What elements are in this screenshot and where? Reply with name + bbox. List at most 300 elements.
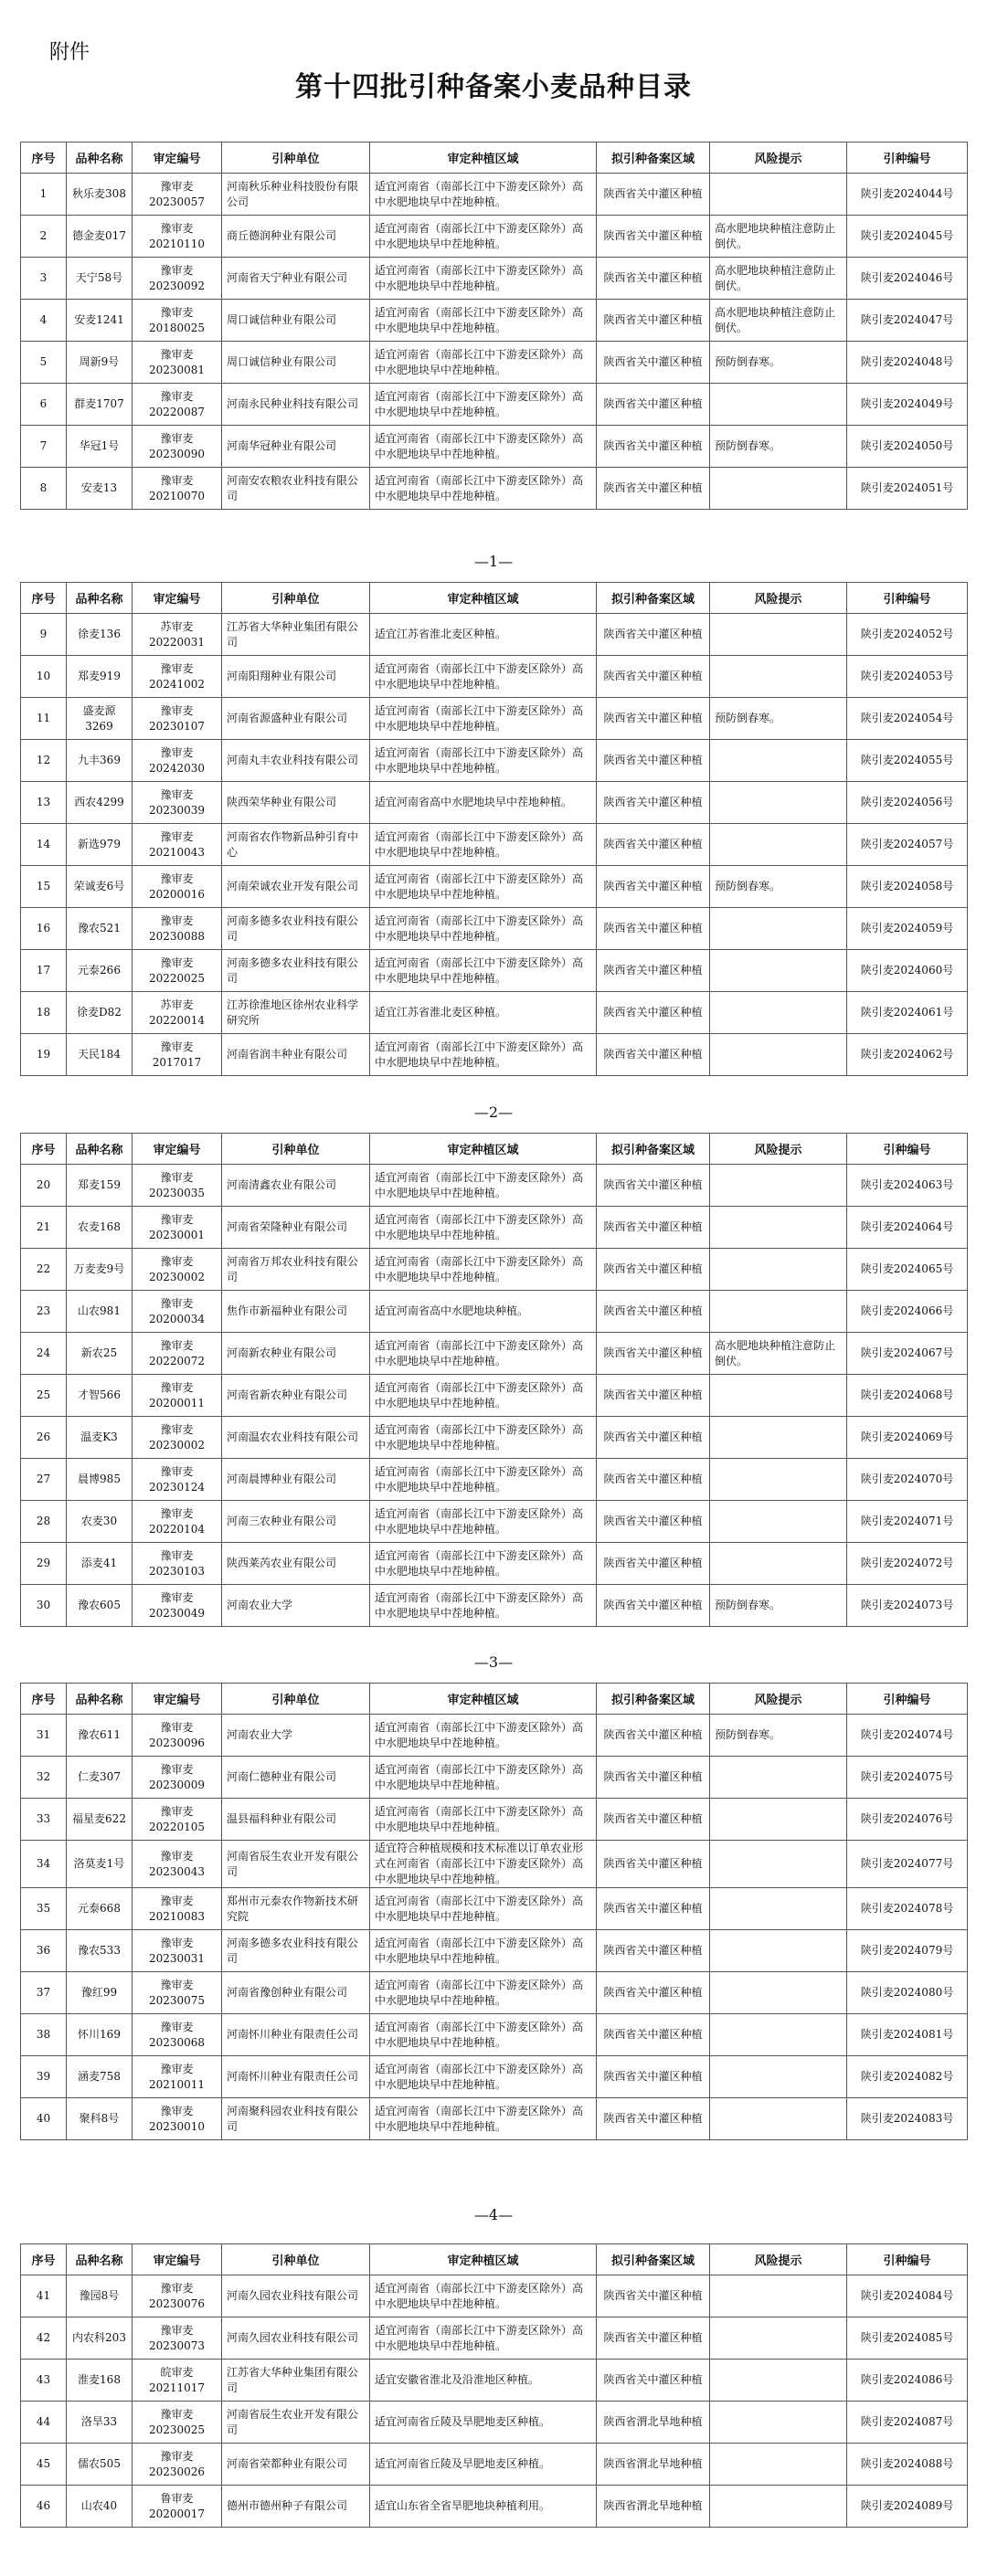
cell-risk-note bbox=[710, 174, 847, 216]
cell-introducer: 焦作市新福种业有限公司 bbox=[222, 1291, 370, 1333]
column-header: 引种编号 bbox=[847, 2244, 968, 2275]
column-header: 审定编号 bbox=[133, 1134, 222, 1165]
column-header: 引种编号 bbox=[847, 583, 968, 614]
cell-intro-no: 陕引麦2024088号 bbox=[847, 2444, 968, 2486]
cell-introducer: 河南省辰生农业开发有限公司 bbox=[222, 2402, 370, 2444]
column-header: 序号 bbox=[21, 583, 67, 614]
cell-seq: 21 bbox=[21, 1207, 67, 1249]
cell-approval-no: 豫审麦20220104 bbox=[133, 1501, 222, 1543]
cell-filing-region: 陕西省渭北旱地种植 bbox=[597, 2486, 710, 2528]
cell-seq: 3 bbox=[21, 258, 67, 300]
cell-variety-name: 安麦1241 bbox=[67, 300, 133, 342]
column-header: 引种单位 bbox=[222, 143, 370, 174]
table-row bbox=[21, 950, 968, 992]
column-header: 审定种植区域 bbox=[370, 1684, 597, 1715]
cell-seq: 38 bbox=[21, 2014, 67, 2056]
cell-approval-no: 豫审麦20230073 bbox=[133, 2317, 222, 2360]
cell-variety-name: 徐麦D82 bbox=[67, 992, 133, 1034]
cell-intro-no: 陕引麦2024077号 bbox=[847, 1841, 968, 1888]
cell-approval-no: 豫审麦20220072 bbox=[133, 1333, 222, 1375]
cell-seq: 41 bbox=[21, 2275, 67, 2317]
cell-variety-name: 盛麦源3269 bbox=[67, 698, 133, 740]
cell-approval-no: 豫审麦20210070 bbox=[133, 468, 222, 510]
table-row bbox=[21, 2444, 968, 2486]
column-header: 引种编号 bbox=[847, 1134, 968, 1165]
cell-introducer: 周口诚信种业有限公司 bbox=[222, 300, 370, 342]
cell-variety-name: 秋乐麦308 bbox=[67, 174, 133, 216]
cell-seq: 23 bbox=[21, 1291, 67, 1333]
cell-intro-no: 陕引麦2024051号 bbox=[847, 468, 968, 510]
cell-risk-note: 预防倒春寒。 bbox=[710, 426, 847, 468]
table-row bbox=[21, 824, 968, 866]
cell-approval-no: 豫审麦20220087 bbox=[133, 384, 222, 426]
cell-variety-name: 郑麦159 bbox=[67, 1165, 133, 1207]
column-header: 拟引种备案区域 bbox=[597, 143, 710, 174]
cell-variety-name: 山农40 bbox=[67, 2486, 133, 2528]
table-row bbox=[21, 1333, 968, 1375]
cell-variety-name: 涵麦758 bbox=[67, 2056, 133, 2098]
cell-seq: 44 bbox=[21, 2402, 67, 2444]
table-row bbox=[21, 992, 968, 1034]
cell-introducer: 陕西荣华种业有限公司 bbox=[222, 782, 370, 824]
cell-approval-no: 豫审麦20230057 bbox=[133, 174, 222, 216]
cell-intro-no: 陕引麦2024067号 bbox=[847, 1333, 968, 1375]
cell-approval-no: 豫审麦20230002 bbox=[133, 1249, 222, 1291]
cell-variety-name: 山农981 bbox=[67, 1291, 133, 1333]
cell-risk-note bbox=[710, 1501, 847, 1543]
table-row bbox=[21, 2014, 968, 2056]
cell-filing-region: 陕西省关中灌区种植 bbox=[597, 824, 710, 866]
cell-introducer: 德州市德州种子有限公司 bbox=[222, 2486, 370, 2528]
cell-filing-region: 陕西省关中灌区种植 bbox=[597, 174, 710, 216]
column-header: 品种名称 bbox=[67, 1134, 133, 1165]
column-header: 序号 bbox=[21, 2244, 67, 2275]
cell-risk-note: 预防倒春寒。 bbox=[710, 866, 847, 908]
table-row bbox=[21, 2098, 968, 2140]
cell-approval-no: 豫审麦20230035 bbox=[133, 1165, 222, 1207]
cell-introducer: 河南安农粮农业科技有限公司 bbox=[222, 468, 370, 510]
table-header-row bbox=[21, 583, 968, 614]
cell-filing-region: 陕西省关中灌区种植 bbox=[597, 2360, 710, 2402]
cell-seq: 27 bbox=[21, 1459, 67, 1501]
cell-approval-no: 皖审麦20211017 bbox=[133, 2360, 222, 2402]
cell-filing-region: 陕西省关中灌区种植 bbox=[597, 1501, 710, 1543]
cell-seq: 24 bbox=[21, 1333, 67, 1375]
cell-planting-region: 适宜河南省（南部长江中下游麦区除外）高中水肥地块早中茬地种植。 bbox=[370, 950, 597, 992]
cell-intro-no: 陕引麦2024046号 bbox=[847, 258, 968, 300]
cell-seq: 5 bbox=[21, 342, 67, 384]
cell-filing-region: 陕西省关中灌区种植 bbox=[597, 1585, 710, 1627]
cell-planting-region: 适宜河南省（南部长江中下游麦区除外）高中水肥地块早中茬地种植。 bbox=[370, 258, 597, 300]
cell-risk-note bbox=[710, 2014, 847, 2056]
column-header: 审定编号 bbox=[133, 1684, 222, 1715]
cell-filing-region: 陕西省关中灌区种植 bbox=[597, 1888, 710, 1930]
table-row bbox=[21, 468, 968, 510]
cell-filing-region: 陕西省关中灌区种植 bbox=[597, 1715, 710, 1757]
cell-approval-no: 豫审麦20230088 bbox=[133, 908, 222, 950]
cell-approval-no: 豫审麦20241002 bbox=[133, 656, 222, 698]
cell-variety-name: 豫园8号 bbox=[67, 2275, 133, 2317]
column-header: 拟引种备案区域 bbox=[597, 1134, 710, 1165]
cell-risk-note bbox=[710, 1888, 847, 1930]
column-header: 风险提示 bbox=[710, 143, 847, 174]
cell-planting-region: 适宜河南省（南部长江中下游麦区除外）高中水肥地块早中茬地种植。 bbox=[370, 1034, 597, 1076]
cell-filing-region: 陕西省关中灌区种植 bbox=[597, 342, 710, 384]
cell-approval-no: 豫审麦20230075 bbox=[133, 1972, 222, 2014]
cell-filing-region: 陕西省关中灌区种植 bbox=[597, 1417, 710, 1459]
cell-approval-no: 豫审麦20230107 bbox=[133, 698, 222, 740]
cell-intro-no: 陕引麦2024054号 bbox=[847, 698, 968, 740]
table-row bbox=[21, 1585, 968, 1627]
table-row bbox=[21, 782, 968, 824]
cell-risk-note bbox=[710, 1543, 847, 1585]
page-number: —2— bbox=[473, 1103, 514, 1121]
cell-seq: 37 bbox=[21, 1972, 67, 2014]
cell-variety-name: 晨博985 bbox=[67, 1459, 133, 1501]
cell-intro-no: 陕引麦2024064号 bbox=[847, 1207, 968, 1249]
cell-filing-region: 陕西省关中灌区种植 bbox=[597, 1972, 710, 2014]
cell-filing-region: 陕西省关中灌区种植 bbox=[597, 908, 710, 950]
cell-introducer: 河南省源盛种业有限公司 bbox=[222, 698, 370, 740]
cell-filing-region: 陕西省关中灌区种植 bbox=[597, 468, 710, 510]
cell-filing-region: 陕西省关中灌区种植 bbox=[597, 2014, 710, 2056]
cell-intro-no: 陕引麦2024079号 bbox=[847, 1930, 968, 1972]
cell-variety-name: 温麦K3 bbox=[67, 1417, 133, 1459]
cell-planting-region: 适宜河南省高中水肥地块早中茬地种植。 bbox=[370, 782, 597, 824]
cell-risk-note bbox=[710, 782, 847, 824]
table-row bbox=[21, 2275, 968, 2317]
cell-introducer: 江苏徐淮地区徐州农业科学研究所 bbox=[222, 992, 370, 1034]
cell-intro-no: 陕引麦2024056号 bbox=[847, 782, 968, 824]
cell-introducer: 河南永民种业科技有限公司 bbox=[222, 384, 370, 426]
cell-variety-name: 怀川169 bbox=[67, 2014, 133, 2056]
column-header: 风险提示 bbox=[710, 2244, 847, 2275]
cell-variety-name: 九丰369 bbox=[67, 740, 133, 782]
cell-filing-region: 陕西省关中灌区种植 bbox=[597, 1543, 710, 1585]
cell-introducer: 河南省荣都种业有限公司 bbox=[222, 2444, 370, 2486]
cell-planting-region: 适宜河南省（南部长江中下游麦区除外）高中水肥地块早中茬地种植。 bbox=[370, 2317, 597, 2360]
cell-variety-name: 聚科8号 bbox=[67, 2098, 133, 2140]
cell-filing-region: 陕西省关中灌区种植 bbox=[597, 216, 710, 258]
column-header: 引种单位 bbox=[222, 2244, 370, 2275]
cell-variety-name: 周新9号 bbox=[67, 342, 133, 384]
cell-introducer: 河南荣诚农业开发有限公司 bbox=[222, 866, 370, 908]
cell-introducer: 河南农业大学 bbox=[222, 1585, 370, 1627]
cell-introducer: 河南省农作物新品种引育中心 bbox=[222, 824, 370, 866]
cell-introducer: 河南省新农种业有限公司 bbox=[222, 1375, 370, 1417]
column-header: 品种名称 bbox=[67, 143, 133, 174]
column-header: 引种编号 bbox=[847, 1684, 968, 1715]
cell-introducer: 陕西莱芮农业有限公司 bbox=[222, 1543, 370, 1585]
cell-planting-region: 适宜河南省（南部长江中下游麦区除外）高中水肥地块早中茬地种植。 bbox=[370, 866, 597, 908]
cell-seq: 4 bbox=[21, 300, 67, 342]
cell-risk-note bbox=[710, 1165, 847, 1207]
cell-filing-region: 陕西省关中灌区种植 bbox=[597, 1333, 710, 1375]
table-row bbox=[21, 866, 968, 908]
cell-risk-note: 预防倒春寒。 bbox=[710, 698, 847, 740]
column-header: 审定编号 bbox=[133, 2244, 222, 2275]
cell-seq: 18 bbox=[21, 992, 67, 1034]
cell-planting-region: 适宜河南省（南部长江中下游麦区除外）高中水肥地块早中茬地种植。 bbox=[370, 2098, 597, 2140]
table-header-row bbox=[21, 1684, 968, 1715]
table-row bbox=[21, 384, 968, 426]
cell-variety-name: 西农4299 bbox=[67, 782, 133, 824]
cell-variety-name: 农麦168 bbox=[67, 1207, 133, 1249]
cell-introducer: 河南久园农业科技有限公司 bbox=[222, 2317, 370, 2360]
cell-intro-no: 陕引麦2024052号 bbox=[847, 614, 968, 656]
cell-risk-note bbox=[710, 2444, 847, 2486]
cell-filing-region: 陕西省关中灌区种植 bbox=[597, 740, 710, 782]
cell-planting-region: 适宜河南省（南部长江中下游麦区除外）高中水肥地块早中茬地种植。 bbox=[370, 1757, 597, 1799]
cell-variety-name: 群麦1707 bbox=[67, 384, 133, 426]
variety-table bbox=[20, 1683, 968, 2140]
cell-seq: 36 bbox=[21, 1930, 67, 1972]
page-number: —4— bbox=[473, 2206, 514, 2223]
cell-risk-note bbox=[710, 1249, 847, 1291]
cell-risk-note: 预防倒春寒。 bbox=[710, 1585, 847, 1627]
variety-table bbox=[20, 2243, 968, 2528]
column-header: 品种名称 bbox=[67, 1684, 133, 1715]
table-row bbox=[21, 1375, 968, 1417]
cell-introducer: 商丘德润种业有限公司 bbox=[222, 216, 370, 258]
table-row bbox=[21, 1930, 968, 1972]
table-row bbox=[21, 1207, 968, 1249]
cell-planting-region: 适宜河南省（南部长江中下游麦区除外）高中水肥地块早中茬地种植。 bbox=[370, 1417, 597, 1459]
cell-risk-note bbox=[710, 2402, 847, 2444]
cell-variety-name: 洛旱33 bbox=[67, 2402, 133, 2444]
cell-variety-name: 仁麦307 bbox=[67, 1757, 133, 1799]
cell-risk-note bbox=[710, 1757, 847, 1799]
cell-introducer: 河南秋乐种业科技股份有限公司 bbox=[222, 174, 370, 216]
table-row bbox=[21, 2402, 968, 2444]
cell-filing-region: 陕西省关中灌区种植 bbox=[597, 1249, 710, 1291]
cell-intro-no: 陕引麦2024053号 bbox=[847, 656, 968, 698]
cell-filing-region: 陕西省关中灌区种植 bbox=[597, 1757, 710, 1799]
cell-planting-region: 适宜河南省（南部长江中下游麦区除外）高中水肥地块早中茬地种植。 bbox=[370, 1930, 597, 1972]
cell-approval-no: 豫审麦20220025 bbox=[133, 950, 222, 992]
table-row bbox=[21, 740, 968, 782]
cell-filing-region: 陕西省关中灌区种植 bbox=[597, 1207, 710, 1249]
cell-intro-no: 陕引麦2024063号 bbox=[847, 1165, 968, 1207]
cell-seq: 7 bbox=[21, 426, 67, 468]
table-row bbox=[21, 1715, 968, 1757]
cell-planting-region: 适宜河南省（南部长江中下游麦区除外）高中水肥地块早中茬地种植。 bbox=[370, 656, 597, 698]
table-row bbox=[21, 2486, 968, 2528]
table-row bbox=[21, 2317, 968, 2360]
cell-variety-name: 郑麦919 bbox=[67, 656, 133, 698]
table-row bbox=[21, 1459, 968, 1501]
cell-approval-no: 豫审麦20230124 bbox=[133, 1459, 222, 1501]
variety-table bbox=[20, 142, 968, 510]
cell-seq: 15 bbox=[21, 866, 67, 908]
table-row bbox=[21, 656, 968, 698]
cell-seq: 11 bbox=[21, 698, 67, 740]
cell-variety-name: 豫农605 bbox=[67, 1585, 133, 1627]
cell-introducer: 江苏省大华种业集团有限公司 bbox=[222, 2360, 370, 2402]
cell-approval-no: 豫审麦20230031 bbox=[133, 1930, 222, 1972]
cell-introducer: 河南省荣隆种业有限公司 bbox=[222, 1207, 370, 1249]
cell-planting-region: 适宜河南省（南部长江中下游麦区除外）高中水肥地块早中茬地种植。 bbox=[370, 698, 597, 740]
cell-filing-region: 陕西省关中灌区种植 bbox=[597, 1291, 710, 1333]
table-row bbox=[21, 1501, 968, 1543]
cell-approval-no: 豫审麦20210083 bbox=[133, 1888, 222, 1930]
column-header: 引种编号 bbox=[847, 143, 968, 174]
cell-approval-no: 鲁审麦20200017 bbox=[133, 2486, 222, 2528]
table-row bbox=[21, 1757, 968, 1799]
cell-filing-region: 陕西省关中灌区种植 bbox=[597, 384, 710, 426]
cell-planting-region: 适宜江苏省淮北麦区种植。 bbox=[370, 614, 597, 656]
cell-risk-note bbox=[710, 1291, 847, 1333]
cell-introducer: 河南怀川种业有限责任公司 bbox=[222, 2014, 370, 2056]
cell-approval-no: 苏审麦20220031 bbox=[133, 614, 222, 656]
cell-variety-name: 新选979 bbox=[67, 824, 133, 866]
cell-filing-region: 陕西省关中灌区种植 bbox=[597, 950, 710, 992]
cell-intro-no: 陕引麦2024075号 bbox=[847, 1757, 968, 1799]
cell-intro-no: 陕引麦2024059号 bbox=[847, 908, 968, 950]
cell-risk-note bbox=[710, 2486, 847, 2528]
table-row bbox=[21, 1249, 968, 1291]
cell-approval-no: 豫审麦20230096 bbox=[133, 1715, 222, 1757]
cell-introducer: 河南温农农业科技有限公司 bbox=[222, 1417, 370, 1459]
cell-approval-no: 豫审麦20230076 bbox=[133, 2275, 222, 2317]
cell-seq: 28 bbox=[21, 1501, 67, 1543]
cell-filing-region: 陕西省关中灌区种植 bbox=[597, 1165, 710, 1207]
cell-intro-no: 陕引麦2024072号 bbox=[847, 1543, 968, 1585]
table-row bbox=[21, 216, 968, 258]
cell-filing-region: 陕西省关中灌区种植 bbox=[597, 1375, 710, 1417]
cell-planting-region: 适宜河南省（南部长江中下游麦区除外）高中水肥地块早中茬地种植。 bbox=[370, 1333, 597, 1375]
cell-seq: 31 bbox=[21, 1715, 67, 1757]
cell-variety-name: 元泰266 bbox=[67, 950, 133, 992]
table-row bbox=[21, 614, 968, 656]
cell-intro-no: 陕引麦2024062号 bbox=[847, 1034, 968, 1076]
cell-seq: 34 bbox=[21, 1841, 67, 1888]
column-header: 序号 bbox=[21, 1134, 67, 1165]
cell-introducer: 河南新农种业有限公司 bbox=[222, 1333, 370, 1375]
cell-intro-no: 陕引麦2024070号 bbox=[847, 1459, 968, 1501]
cell-intro-no: 陕引麦2024058号 bbox=[847, 866, 968, 908]
cell-planting-region: 适宜河南省（南部长江中下游麦区除外）高中水肥地块早中茬地种植。 bbox=[370, 468, 597, 510]
cell-filing-region: 陕西省关中灌区种植 bbox=[597, 300, 710, 342]
cell-filing-region: 陕西省关中灌区种植 bbox=[597, 1841, 710, 1888]
cell-risk-note: 高水肥地块种植注意防止倒伏。 bbox=[710, 216, 847, 258]
cell-introducer: 河南省润丰种业有限公司 bbox=[222, 1034, 370, 1076]
cell-seq: 46 bbox=[21, 2486, 67, 2528]
cell-intro-no: 陕引麦2024087号 bbox=[847, 2402, 968, 2444]
cell-risk-note bbox=[710, 1207, 847, 1249]
column-header: 引种单位 bbox=[222, 1134, 370, 1165]
cell-intro-no: 陕引麦2024044号 bbox=[847, 174, 968, 216]
cell-filing-region: 陕西省渭北旱地种植 bbox=[597, 2402, 710, 2444]
table-row bbox=[21, 342, 968, 384]
cell-planting-region: 适宜河南省（南部长江中下游麦区除外）高中水肥地块早中茬地种植。 bbox=[370, 2056, 597, 2098]
cell-intro-no: 陕引麦2024068号 bbox=[847, 1375, 968, 1417]
cell-planting-region: 适宜河南省（南部长江中下游麦区除外）高中水肥地块早中茬地种植。 bbox=[370, 908, 597, 950]
cell-approval-no: 豫审麦20230025 bbox=[133, 2402, 222, 2444]
cell-seq: 22 bbox=[21, 1249, 67, 1291]
cell-approval-no: 豫审麦20210043 bbox=[133, 824, 222, 866]
cell-intro-no: 陕引麦2024066号 bbox=[847, 1291, 968, 1333]
cell-risk-note bbox=[710, 824, 847, 866]
cell-approval-no: 豫审麦20210110 bbox=[133, 216, 222, 258]
cell-planting-region: 适宜河南省（南部长江中下游麦区除外）高中水肥地块早中茬地种植。 bbox=[370, 1799, 597, 1841]
cell-risk-note bbox=[710, 1841, 847, 1888]
cell-approval-no: 豫审麦20230009 bbox=[133, 1757, 222, 1799]
table-row bbox=[21, 174, 968, 216]
cell-risk-note bbox=[710, 1417, 847, 1459]
cell-planting-region: 适宜山东省全省旱肥地块种植利用。 bbox=[370, 2486, 597, 2528]
cell-approval-no: 豫审麦20230081 bbox=[133, 342, 222, 384]
column-header: 拟引种备案区域 bbox=[597, 2244, 710, 2275]
table-header-row bbox=[21, 143, 968, 174]
cell-approval-no: 苏审麦20220014 bbox=[133, 992, 222, 1034]
cell-planting-region: 适宜河南省（南部长江中下游麦区除外）高中水肥地块早中茬地种植。 bbox=[370, 740, 597, 782]
cell-intro-no: 陕引麦2024073号 bbox=[847, 1585, 968, 1627]
column-header: 引种单位 bbox=[222, 1684, 370, 1715]
cell-seq: 1 bbox=[21, 174, 67, 216]
cell-seq: 2 bbox=[21, 216, 67, 258]
cell-variety-name: 徐麦136 bbox=[67, 614, 133, 656]
cell-filing-region: 陕西省关中灌区种植 bbox=[597, 258, 710, 300]
table-row bbox=[21, 1799, 968, 1841]
cell-variety-name: 豫农521 bbox=[67, 908, 133, 950]
variety-table bbox=[20, 1133, 968, 1627]
column-header: 风险提示 bbox=[710, 583, 847, 614]
column-header: 审定编号 bbox=[133, 143, 222, 174]
cell-seq: 45 bbox=[21, 2444, 67, 2486]
cell-seq: 8 bbox=[21, 468, 67, 510]
table-row bbox=[21, 1165, 968, 1207]
cell-seq: 26 bbox=[21, 1417, 67, 1459]
cell-intro-no: 陕引麦2024057号 bbox=[847, 824, 968, 866]
cell-variety-name: 天民184 bbox=[67, 1034, 133, 1076]
cell-variety-name: 添麦41 bbox=[67, 1543, 133, 1585]
cell-intro-no: 陕引麦2024089号 bbox=[847, 2486, 968, 2528]
cell-risk-note bbox=[710, 992, 847, 1034]
cell-introducer: 温县福科种业有限公司 bbox=[222, 1799, 370, 1841]
cell-planting-region: 适宜河南省（南部长江中下游麦区除外）高中水肥地块早中茬地种植。 bbox=[370, 300, 597, 342]
cell-variety-name: 洛莫麦1号 bbox=[67, 1841, 133, 1888]
table-row bbox=[21, 2056, 968, 2098]
cell-approval-no: 豫审麦20200034 bbox=[133, 1291, 222, 1333]
cell-introducer: 河南多德多农业科技有限公司 bbox=[222, 908, 370, 950]
cell-introducer: 河南晨博种业有限公司 bbox=[222, 1459, 370, 1501]
cell-filing-region: 陕西省关中灌区种植 bbox=[597, 1459, 710, 1501]
cell-filing-region: 陕西省关中灌区种植 bbox=[597, 2098, 710, 2140]
cell-introducer: 河南仁德种业有限公司 bbox=[222, 1757, 370, 1799]
cell-introducer: 郑州市元泰农作物新技术研究院 bbox=[222, 1888, 370, 1930]
cell-introducer: 河南省万邦农业科技有限公司 bbox=[222, 1249, 370, 1291]
cell-introducer: 河南久园农业科技有限公司 bbox=[222, 2275, 370, 2317]
column-header: 拟引种备案区域 bbox=[597, 1684, 710, 1715]
cell-seq: 35 bbox=[21, 1888, 67, 1930]
cell-intro-no: 陕引麦2024071号 bbox=[847, 1501, 968, 1543]
cell-risk-note: 高水肥地块种植注意防止倒伏。 bbox=[710, 300, 847, 342]
cell-filing-region: 陕西省关中灌区种植 bbox=[597, 1034, 710, 1076]
attachment-label: 附件 bbox=[49, 41, 90, 64]
cell-variety-name: 内农科203 bbox=[67, 2317, 133, 2360]
document-title: 第十四批引种备案小麦品种目录 bbox=[295, 71, 692, 103]
cell-intro-no: 陕引麦2024069号 bbox=[847, 1417, 968, 1459]
cell-seq: 40 bbox=[21, 2098, 67, 2140]
cell-filing-region: 陕西省关中灌区种植 bbox=[597, 1930, 710, 1972]
table-row bbox=[21, 2360, 968, 2402]
cell-risk-note bbox=[710, 656, 847, 698]
cell-variety-name: 豫农611 bbox=[67, 1715, 133, 1757]
cell-planting-region: 适宜河南省（南部长江中下游麦区除外）高中水肥地块早中茬地种植。 bbox=[370, 1501, 597, 1543]
column-header: 审定种植区域 bbox=[370, 583, 597, 614]
cell-seq: 33 bbox=[21, 1799, 67, 1841]
